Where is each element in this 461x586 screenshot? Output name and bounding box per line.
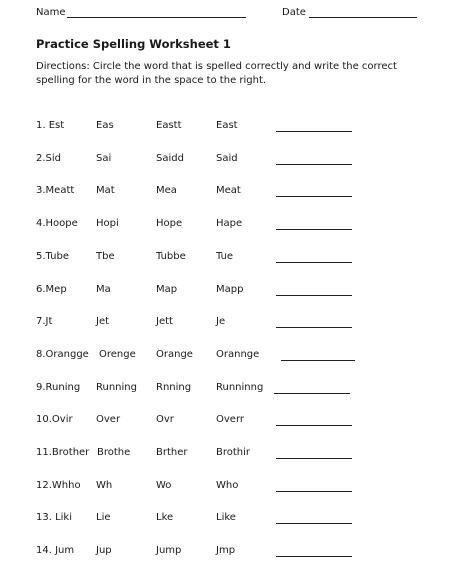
item-misspelled-word: 1. Est <box>36 120 65 131</box>
answer-blank[interactable] <box>276 196 352 197</box>
word-choice[interactable]: Ovr <box>156 414 174 426</box>
answer-blank[interactable] <box>281 360 355 361</box>
word-choice[interactable]: Saidd <box>156 152 184 164</box>
word-choice[interactable]: Overr <box>216 414 244 426</box>
answer-blank[interactable] <box>276 458 352 459</box>
item-misspelled-word: 2.Sid <box>36 152 62 164</box>
word-choice[interactable]: Brther <box>156 447 188 458</box>
item-misspelled-word: 10.Ovir <box>36 414 73 426</box>
answer-blank[interactable] <box>276 131 352 132</box>
word-choice[interactable]: Lie <box>96 512 111 524</box>
word-choice[interactable]: Eas <box>96 120 114 131</box>
word-choice[interactable]: Jett <box>156 316 173 328</box>
word-choice[interactable]: Map <box>156 283 178 295</box>
answer-blank[interactable] <box>276 295 352 296</box>
word-choice[interactable]: Over <box>96 414 121 426</box>
name-blank[interactable] <box>67 17 246 18</box>
word-choice[interactable]: Wo <box>156 479 172 491</box>
word-choice[interactable]: Said <box>216 152 238 164</box>
word-choice[interactable]: Jup <box>96 545 112 557</box>
word-choice[interactable]: Rnning <box>156 381 192 393</box>
word-choice[interactable]: Tue <box>216 250 234 262</box>
word-choice[interactable]: Wh <box>96 479 113 491</box>
word-choice[interactable]: Ma <box>96 283 111 295</box>
item-misspelled-word: 12.Whho <box>36 479 81 491</box>
answer-blank[interactable] <box>276 425 352 426</box>
word-choice[interactable]: Sai <box>96 152 112 164</box>
answer-blank[interactable] <box>274 393 350 394</box>
word-choice[interactable]: Brothir <box>216 447 251 458</box>
word-choice[interactable]: East <box>216 120 238 131</box>
item-misspelled-word: 11.Brother <box>36 447 90 458</box>
answer-blank[interactable] <box>276 327 352 328</box>
date-blank[interactable] <box>309 17 417 18</box>
word-choice[interactable]: Running <box>96 381 137 393</box>
word-choice[interactable]: Je <box>216 316 226 328</box>
word-choice[interactable]: Mea <box>156 185 177 197</box>
answer-blank[interactable] <box>276 229 352 230</box>
answer-blank[interactable] <box>276 262 352 263</box>
word-choice[interactable]: Jump <box>156 545 182 557</box>
word-choice[interactable]: Runninng <box>216 381 264 393</box>
date-label: Date <box>282 7 306 18</box>
word-choice[interactable]: Tbe <box>96 250 115 262</box>
answer-blank[interactable] <box>276 556 352 557</box>
item-misspelled-word: 8.Orangge <box>36 348 89 360</box>
word-choice[interactable]: Orange <box>156 348 193 360</box>
word-choice[interactable]: Meat <box>216 185 241 197</box>
word-choice[interactable]: Lke <box>156 512 174 524</box>
answer-blank[interactable] <box>276 523 352 524</box>
word-choice[interactable]: Jet <box>96 316 110 328</box>
item-misspelled-word: 14. Jum <box>36 545 75 557</box>
directions-text: Directions: Circle the word that is spelled correctly and write the correct spelling for the word in the space to the right. <box>36 61 397 86</box>
word-choice[interactable]: Orenge <box>99 348 136 360</box>
item-misspelled-word: 5.Tube <box>36 250 69 262</box>
word-choice[interactable]: Who <box>216 479 239 491</box>
name-label: Name <box>36 7 66 18</box>
item-misspelled-word: 9.Runing <box>36 381 81 393</box>
word-choice[interactable]: Hopi <box>96 218 119 230</box>
answer-blank[interactable] <box>276 164 352 165</box>
word-choice[interactable]: Eastt <box>156 120 182 131</box>
word-choice[interactable]: Mapp <box>216 283 244 295</box>
word-choice[interactable]: Mat <box>96 185 115 197</box>
word-choice[interactable]: Tubbe <box>156 250 186 262</box>
word-choice[interactable]: Hope <box>156 218 183 230</box>
answer-blank[interactable] <box>276 491 352 492</box>
item-misspelled-word: 13. Liki <box>36 512 73 524</box>
word-choice[interactable]: Orannge <box>216 348 260 360</box>
word-choice[interactable]: Hape <box>216 218 243 230</box>
page-title: Practice Spelling Worksheet 1 <box>36 37 231 51</box>
item-misspelled-word: 7.Jt <box>36 316 53 328</box>
word-choice[interactable]: Like <box>216 512 236 524</box>
word-choice[interactable]: Jmp <box>216 545 236 557</box>
item-misspelled-word: 6.Mep <box>36 283 67 295</box>
item-misspelled-word: 4.Hoope <box>36 218 78 230</box>
item-misspelled-word: 3.Meatt <box>36 185 75 197</box>
word-choice[interactable]: Brothe <box>97 447 131 458</box>
